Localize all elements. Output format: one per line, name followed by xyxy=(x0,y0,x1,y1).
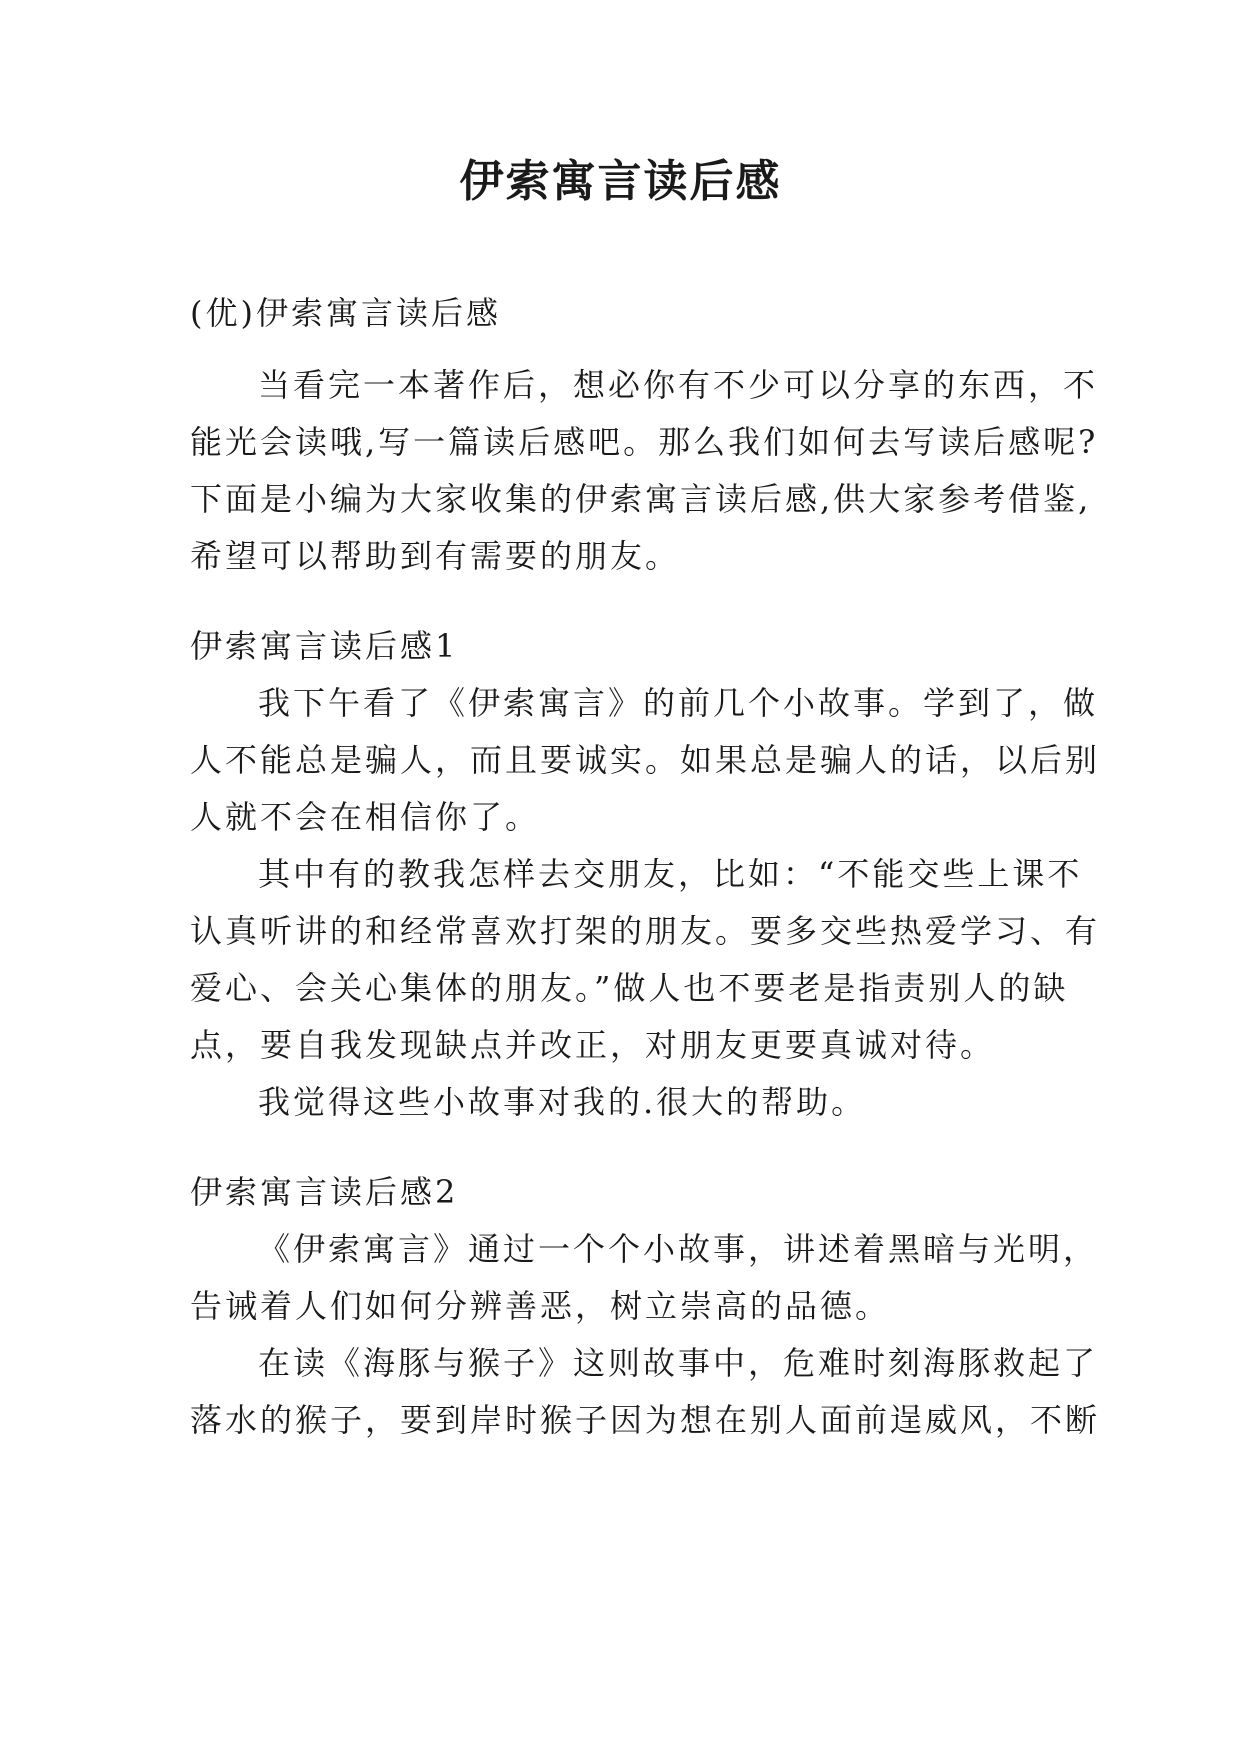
intro-line: 能光会读哦,写一篇读后感吧。那么我们如何去写读后感呢? xyxy=(190,423,1099,461)
section1-line: 人不能总是骗人，而且要诚实。如果总是骗人的话，以后别 xyxy=(190,741,1101,779)
section2-line: 告诫着人们如何分辨善恶，树立崇高的品德。 xyxy=(190,1287,891,1325)
section1-line: 我觉得这些小故事对我的.很大的帮助。 xyxy=(258,1083,867,1121)
section1-line: 认真听讲的和经常喜欢打架的朋友。要多交些热爱学习、有 xyxy=(190,912,1101,950)
intro-line: 希望可以帮助到有需要的朋友。 xyxy=(190,537,681,575)
intro-line: 下面是小编为大家收集的伊索寓言读后感,供大家参考借鉴, xyxy=(190,480,1092,518)
document-title: 伊索寓言读后感 xyxy=(459,156,782,207)
section2-line: 落水的猴子，要到岸时猴子因为想在别人面前逞威风，不断 xyxy=(190,1401,1101,1439)
section-heading-1: 伊索寓言读后感1 xyxy=(190,627,459,665)
section-heading-2: 伊索寓言读后感2 xyxy=(190,1173,459,1211)
intro-line: 当看完一本著作后，想必你有不少可以分享的东西，不 xyxy=(258,366,1099,404)
section1-line: 其中有的教我怎样去交朋友，比如：“不能交些上课不 xyxy=(258,855,1083,893)
section2-line: 《伊索寓言》通过一个个小故事，讲述着黑暗与光明， xyxy=(258,1230,1099,1268)
document-subtitle: (优)伊索寓言读后感 xyxy=(190,294,501,332)
section1-line: 点，要自我发现缺点并改正，对朋友更要真诚对待。 xyxy=(190,1026,996,1064)
section1-line: 爱心、会关心集体的朋友。”做人也不要老是指责别人的缺 xyxy=(190,969,1069,1007)
section1-line: 我下午看了《伊索寓言》的前几个小故事。学到了，做 xyxy=(258,684,1099,722)
section2-line: 在读《海豚与猴子》这则故事中，危难时刻海豚救起了 xyxy=(258,1344,1099,1382)
section1-line: 人就不会在相信你了。 xyxy=(190,798,541,836)
